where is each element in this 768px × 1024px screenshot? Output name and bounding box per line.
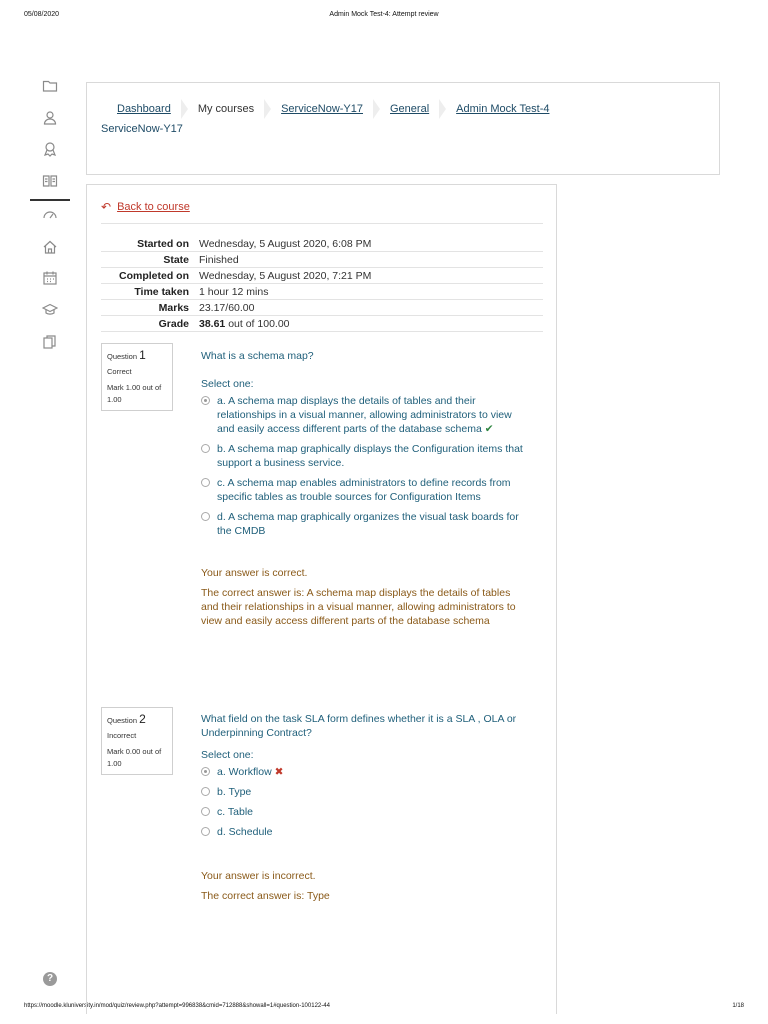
time-taken-value: 1 hour 12 mins — [199, 286, 269, 298]
correct-check-icon: ✔ — [484, 423, 494, 435]
summary-row — [101, 300, 543, 316]
grades-book-icon[interactable] — [42, 173, 58, 189]
answer-radio — [201, 827, 210, 836]
answer-option — [201, 510, 529, 538]
back-to-course-link[interactable] — [101, 200, 190, 214]
page-header — [86, 82, 720, 175]
answer-radio-selected — [201, 767, 210, 776]
question-info-box — [101, 707, 173, 775]
print-url: https://moodle.kluniversity.in/mod/quiz/review.php?attempt=996838&cmid=712888&showall=1#question-100122-44 — [24, 1003, 330, 1009]
question-mark: Mark 1.00 out of 1.00 — [107, 383, 162, 404]
help-icon[interactable]: ? — [43, 972, 57, 986]
summary-row — [101, 236, 543, 252]
question-text: What field on the task SLA form defines whether it is a SLA , OLA or Underpinning Contract? — [201, 713, 517, 739]
participants-icon[interactable] — [42, 110, 58, 126]
courses-icon[interactable] — [42, 302, 58, 318]
answer-option-text: c. A schema map enables administrators to define records from specific tables as trouble sources for Configuration Items — [217, 477, 511, 503]
feedback-result: Your answer is incorrect. — [201, 870, 316, 882]
answer-option-text: c. Table — [217, 806, 253, 818]
answer-radio — [201, 787, 210, 796]
summary-row — [101, 284, 543, 300]
question-info-box — [101, 343, 173, 411]
breadcrumb-separator-icon — [181, 99, 188, 119]
answer-option-text: b. Type — [217, 786, 252, 798]
answer-radio-selected — [201, 396, 210, 405]
answer-option-text: d. Schedule — [217, 826, 273, 838]
summary-label: Grade — [158, 318, 189, 330]
question-status: Correct — [107, 367, 132, 376]
breadcrumb-link-quiz[interactable]: Admin Mock Test-4 — [456, 103, 550, 115]
select-one-label: Select one: — [201, 378, 254, 390]
answer-option — [201, 765, 529, 779]
summary-label: Started on — [137, 238, 189, 250]
quiz-review-card — [86, 184, 557, 1014]
calendar-icon[interactable] — [42, 270, 58, 286]
breadcrumb-item — [198, 99, 281, 119]
question-status: Incorrect — [107, 731, 137, 740]
print-title: Admin Mock Test-4: Attempt review — [329, 11, 439, 18]
correct-answer-text: The correct answer is: Type — [201, 890, 330, 902]
answer-radio — [201, 512, 210, 521]
breadcrumb-separator-icon — [373, 99, 380, 119]
grade-value — [199, 318, 290, 330]
grade-number: 38.61 — [199, 318, 226, 330]
answer-option — [201, 476, 529, 504]
question-number: 2 — [139, 712, 146, 726]
badges-icon[interactable] — [42, 141, 58, 157]
summary-row — [101, 316, 543, 332]
dashboard-icon[interactable] — [42, 207, 58, 223]
started-on-value: Wednesday, 5 August 2020, 6:08 PM — [199, 238, 372, 250]
correct-answer-text: The correct answer is: A schema map displays the details of tables and their relationships in a visual manner, allowing administrators to view and easily access different parts of the database schema — [201, 587, 516, 627]
nav-divider — [30, 199, 70, 201]
answer-option-text: a. A schema map displays the details of tables and their relationships in a visual manner, allowing administrators to view and easily access different parts of the database schema — [217, 395, 512, 435]
files-icon[interactable] — [42, 334, 58, 350]
folder-icon[interactable] — [42, 78, 58, 94]
summary-row — [101, 268, 543, 284]
breadcrumb-link-dashboard[interactable]: Dashboard — [117, 103, 171, 115]
question-label: Question — [107, 716, 138, 725]
breadcrumb-item[interactable] — [456, 99, 549, 119]
question-feedback — [201, 566, 529, 628]
select-one-label: Select one: — [201, 749, 254, 761]
question-text: What is a schema map? — [201, 350, 314, 362]
breadcrumb-item[interactable] — [99, 99, 198, 119]
marks-value: 23.17/60.00 — [199, 302, 255, 314]
incorrect-cross-icon: ✖ — [274, 766, 284, 778]
answer-radio — [201, 807, 210, 816]
grade-suffix: out of 100.00 — [228, 318, 290, 330]
question-body — [201, 349, 529, 634]
print-date: 05/08/2020 — [24, 11, 60, 18]
breadcrumb-course-continued: ServiceNow-Y17 — [101, 123, 183, 135]
answer-option — [201, 805, 529, 819]
summary-label: State — [163, 254, 189, 266]
completed-on-value: Wednesday, 5 August 2020, 7:21 PM — [199, 270, 372, 282]
attempt-summary-table — [101, 223, 543, 332]
answer-option — [201, 825, 529, 839]
home-icon[interactable] — [42, 239, 58, 255]
print-page-number: 1/18 — [732, 1003, 744, 1009]
question-number: 1 — [139, 348, 146, 362]
summary-label: Time taken — [134, 286, 189, 298]
summary-label: Completed on — [119, 270, 189, 282]
summary-label: Marks — [158, 302, 189, 314]
breadcrumb-item[interactable] — [281, 99, 390, 119]
answer-option-text: d. A schema map graphically organizes the visual task boards for the CMDB — [217, 511, 519, 537]
feedback-result: Your answer is correct. — [201, 567, 308, 579]
answer-radio — [201, 478, 210, 487]
breadcrumb-my-courses: My courses — [197, 103, 255, 115]
breadcrumb-separator-icon — [439, 99, 446, 119]
breadcrumb-separator-icon — [264, 99, 271, 119]
answer-option-text: b. A schema map graphically displays the Configuration items that support a business service. — [217, 443, 523, 469]
answer-option — [201, 442, 529, 470]
answer-option — [201, 394, 529, 436]
question-body — [201, 712, 529, 909]
answer-option — [201, 785, 529, 799]
answer-radio — [201, 444, 210, 453]
state-value: Finished — [199, 254, 239, 266]
breadcrumb-link-course[interactable]: ServiceNow-Y17 — [281, 103, 363, 115]
breadcrumb-item[interactable] — [390, 99, 456, 119]
summary-row — [101, 252, 543, 268]
breadcrumb — [99, 99, 579, 119]
back-to-course-label[interactable]: Back to course — [117, 201, 190, 213]
answer-option-text: a. Workflow — [217, 766, 272, 778]
question-mark: Mark 0.00 out of 1.00 — [107, 747, 162, 768]
question-label: Question — [107, 352, 138, 361]
back-arrow-icon: ↶ — [101, 200, 112, 214]
breadcrumb-link-general[interactable]: General — [390, 103, 430, 115]
question-feedback — [201, 869, 529, 903]
